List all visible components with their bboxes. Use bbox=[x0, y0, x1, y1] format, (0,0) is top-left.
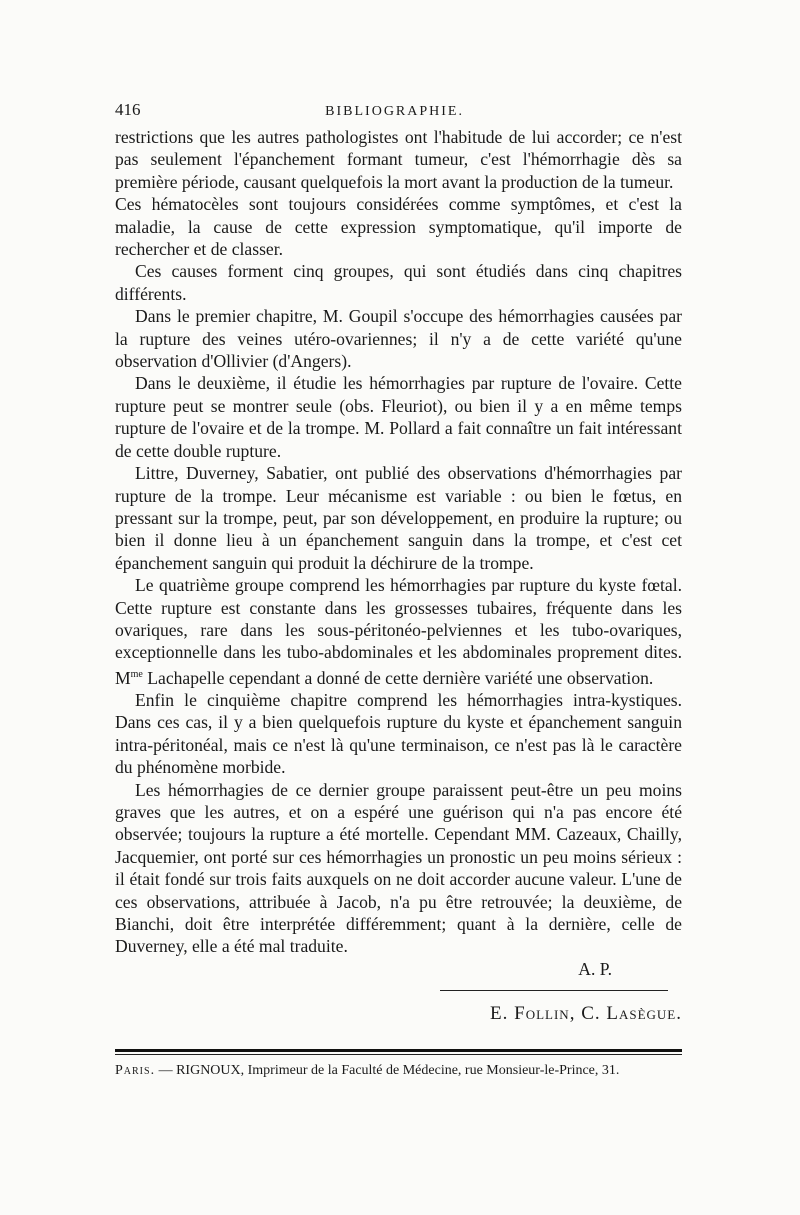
page-header bbox=[115, 100, 682, 126]
paragraph-5: Dans le deuxième, il étudie les hémorrhagies par rupture de l'ovaire. Cette rupture peut se montrer seule (obs. Fleuriot), ou bien il y a en même temps rupture de l'ovaire et de la trompe. M. Pollard a fait connaître un fait intéressant de cette double rupture. bbox=[115, 373, 682, 461]
signature-line bbox=[115, 958, 682, 980]
paragraph-6: Littre, Duverney, Sabatier, ont publié des observations d'hémorrhagies par rupture de la trompe. Leur mécanisme est variable : ou bien le fœtus, en pressant sur la trompe, peut, par son développement, en produire la rupture; ou bien il donne lieu à un épanchement sanguin dans la trompe, et c'est cet épanchement sanguin qui produit la déchirure de la trompe. bbox=[115, 463, 682, 573]
paragraph-7-sup: me bbox=[130, 668, 143, 680]
paragraph-2: Ces hématocèles sont toujours considérées comme symptômes, et c'est la maladie, la cause de cette expression symptomatique, qu'il importe de rechercher et de classer. bbox=[115, 194, 682, 260]
signature-rule bbox=[440, 990, 668, 991]
paragraph-4: Dans le premier chapitre, M. Goupil s'occupe des hémorrhagies causées par la rupture des veines utéro-ovariennes; il n'y a de cette variété qu'une observation d'Ollivier (d'Angers). bbox=[115, 306, 682, 372]
paragraph-8: Enfin le cinquième chapitre comprend les hémorrhagies intra-kystiques. Dans ces cas, il y a bien quelquefois rupture du kyste et épanchement sanguin intra-péritonéal, mais ce n'est là qu'une terminaison, ce n'est pas là le caractère du phénomène morbide. bbox=[115, 690, 682, 778]
authors: E. Follin, C. Lasègue. bbox=[490, 1003, 682, 1025]
reviewer-initials: A. P. bbox=[578, 958, 612, 979]
paragraph-3: Ces causes forment cinq groupes, qui sont étudiés dans cinq chapitres différents. bbox=[115, 261, 682, 304]
footer-thick-rule bbox=[115, 1049, 682, 1052]
imprint bbox=[115, 1063, 682, 1079]
paragraph-7-text: Le quatrième groupe comprend les hémorrhagies par rupture du kyste fœtal. Cette rupture est constante dans les grossesses tubaires, fréquente dans les ovariques, rare dans les sous-péritonéo-pelviennes et les tubo-ovariques, exceptionnelle dans les tubo-abdominales et les abdominales proprement dites. M bbox=[115, 575, 682, 688]
imprint-text: — RIGNOUX, Imprimeur de la Faculté de Médecine, rue Monsieur-le-Prince, 31. bbox=[155, 1063, 620, 1079]
footer-thin-rule bbox=[115, 1054, 682, 1055]
running-title: BIBLIOGRAPHIE. bbox=[325, 104, 464, 119]
paragraph-7-tail: Lachapelle cependant a donné de cette dernière variété une observation. bbox=[142, 667, 654, 688]
page-number: 416 bbox=[115, 100, 141, 119]
imprint-city: Paris. bbox=[115, 1063, 156, 1079]
paragraph-1: restrictions que les autres pathologistes ont l'habitude de lui accorder; ce n'est pas seulement l'épanchement formant tumeur, c'est l'hémorrhagie dès sa première période, causant quelquefois la mort avant la production de la tumeur. bbox=[115, 127, 682, 192]
paragraph-9: Les hémorrhagies de ce dernier groupe paraissent peut-être un peu moins graves que les autres, et on a espéré une guérison qui n'a pas encore été observée; toujours la rupture a été mortelle. Cependant MM. Cazeaux, Chailly, Jacquemier, ont porté sur ces hémorrhagies un pronostic un peu moins sérieux : il était fondé sur trois faits auxquels on ne doit accorder aucune valeur. L'une de ces observations, attribuée à Jacob, n'a pu être retrouvée; la deuxième, de Bianchi, doit être interprétée différemment; quant à la dernière, celle de Duverney, elle a été mal traduite. bbox=[115, 779, 682, 957]
paragraph-7 bbox=[115, 574, 682, 689]
page bbox=[115, 100, 682, 1079]
